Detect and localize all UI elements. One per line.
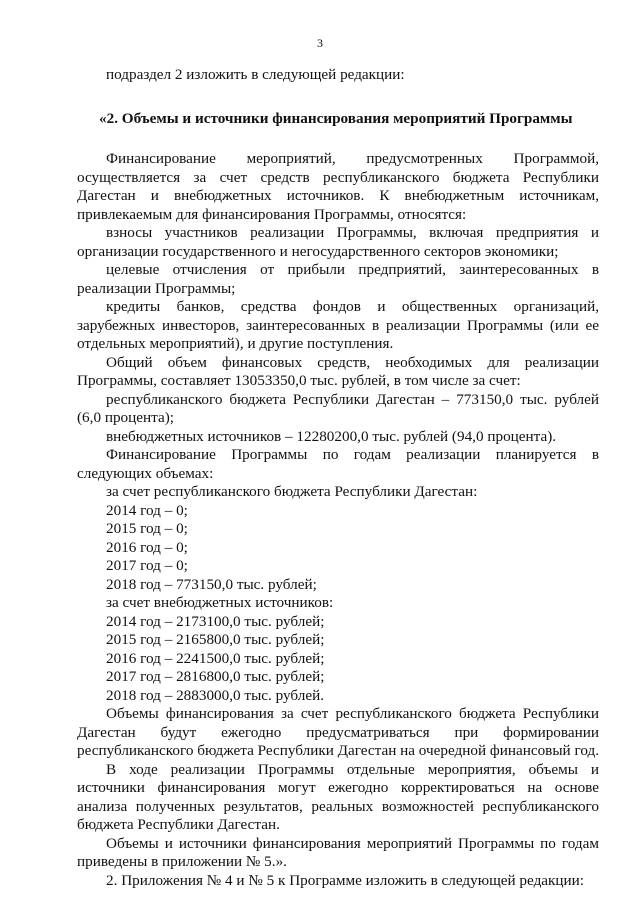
republic-budget-2016: 2016 год – 0; — [106, 538, 188, 556]
republic-budget-2017: 2017 год – 0; — [106, 557, 188, 574]
paragraph-adjustment: В ходе реализации Программы отдельные мероприятия, объемы и источники финансирования могут ежегодно корректироваться на основе анализа полученных результатов, реальных возможностей республиканского бюджета Республики Дагестан. — [77, 760, 599, 833]
paragraph-total-volume: Общий объем финансовых средств, необходимых для реализации Программы, составляет 13053350,0 тыс. рублей, в том числе за счет: — [77, 353, 599, 389]
republic-budget-2015: 2015 год – 0; — [106, 520, 188, 537]
republic-budget-2018: 2018 год – 773150,0 тыс. рублей; — [106, 575, 317, 593]
extrabudgetary-2015: 2015 год – 2165800,0 тыс. рублей; — [106, 631, 325, 648]
extrabudgetary-2016: 2016 год – 2241500,0 тыс. рублей; — [106, 649, 325, 667]
paragraph-republic-budget: республиканского бюджета Республики Дагестан – 773150,0 тыс. рублей (6,0 процента); — [77, 390, 599, 426]
paragraph-by-years: Финансирование Программы по годам реализации планируется в следующих объемах: — [77, 446, 599, 482]
republic-budget-2014: 2014 год – 0; — [106, 501, 188, 519]
document-body — [77, 66, 599, 890]
extrabudgetary-title: за счет внебюджетных источников: — [106, 594, 334, 611]
extrabudgetary-2014: 2014 год – 2173100,0 тыс. рублей; — [106, 612, 325, 630]
republic-budget-title: за счет республиканского бюджета Республики Дагестан: — [106, 483, 478, 500]
paragraph-profit-deductions: целевые отчисления от прибыли предприятий, заинтересованных в реализации Программы; — [77, 261, 599, 297]
section-heading: «2. Объемы и источники финансирования мероприятий Программы — [99, 109, 573, 127]
paragraph-bank-credits: кредиты банков, средства фондов и общественных организаций, зарубежных инвесторов, заинтересованных в реализации Программы (или ее отдельных мероприятий), и другие поступления. — [77, 298, 599, 352]
paragraph-appendices-amendment: 2. Приложения № 4 и № 5 к Программе изложить в следующей редакции: — [106, 871, 585, 889]
paragraph-appendix-reference: Объемы и источники финансирования мероприятий Программы по годам приведены в приложении № 5.». — [77, 834, 599, 870]
paragraph-financing-sources: Финансирование мероприятий, предусмотренных Программой, осуществляется за счет средств республиканского бюджета Республики Дагестан и внебюджетных источников. К внебюджетным источникам, привлекаемым для финансирования Программы, относятся: — [77, 150, 599, 223]
extrabudgetary-2017: 2017 год – 2816800,0 тыс. рублей; — [106, 668, 325, 685]
paragraph-annual-provision: Объемы финансирования за счет республиканского бюджета Республики Дагестан будут ежегодно предусматриваться при формировании республиканского бюджета Республики Дагестан на очередной финансовый год. — [77, 705, 600, 759]
intro-line: подраздел 2 изложить в следующей редакции: — [106, 66, 405, 83]
extrabudgetary-2018: 2018 год – 2883000,0 тыс. рублей. — [106, 686, 324, 704]
paragraph-extrabudgetary: внебюджетных источников – 12280200,0 тыс. рублей (94,0 процента). — [106, 427, 557, 445]
paragraph-contributions: взносы участников реализации Программы, включая предприятия и организации государственного и негосударственного секторов экономики; — [77, 224, 599, 260]
page-number: 3 — [317, 36, 323, 50]
